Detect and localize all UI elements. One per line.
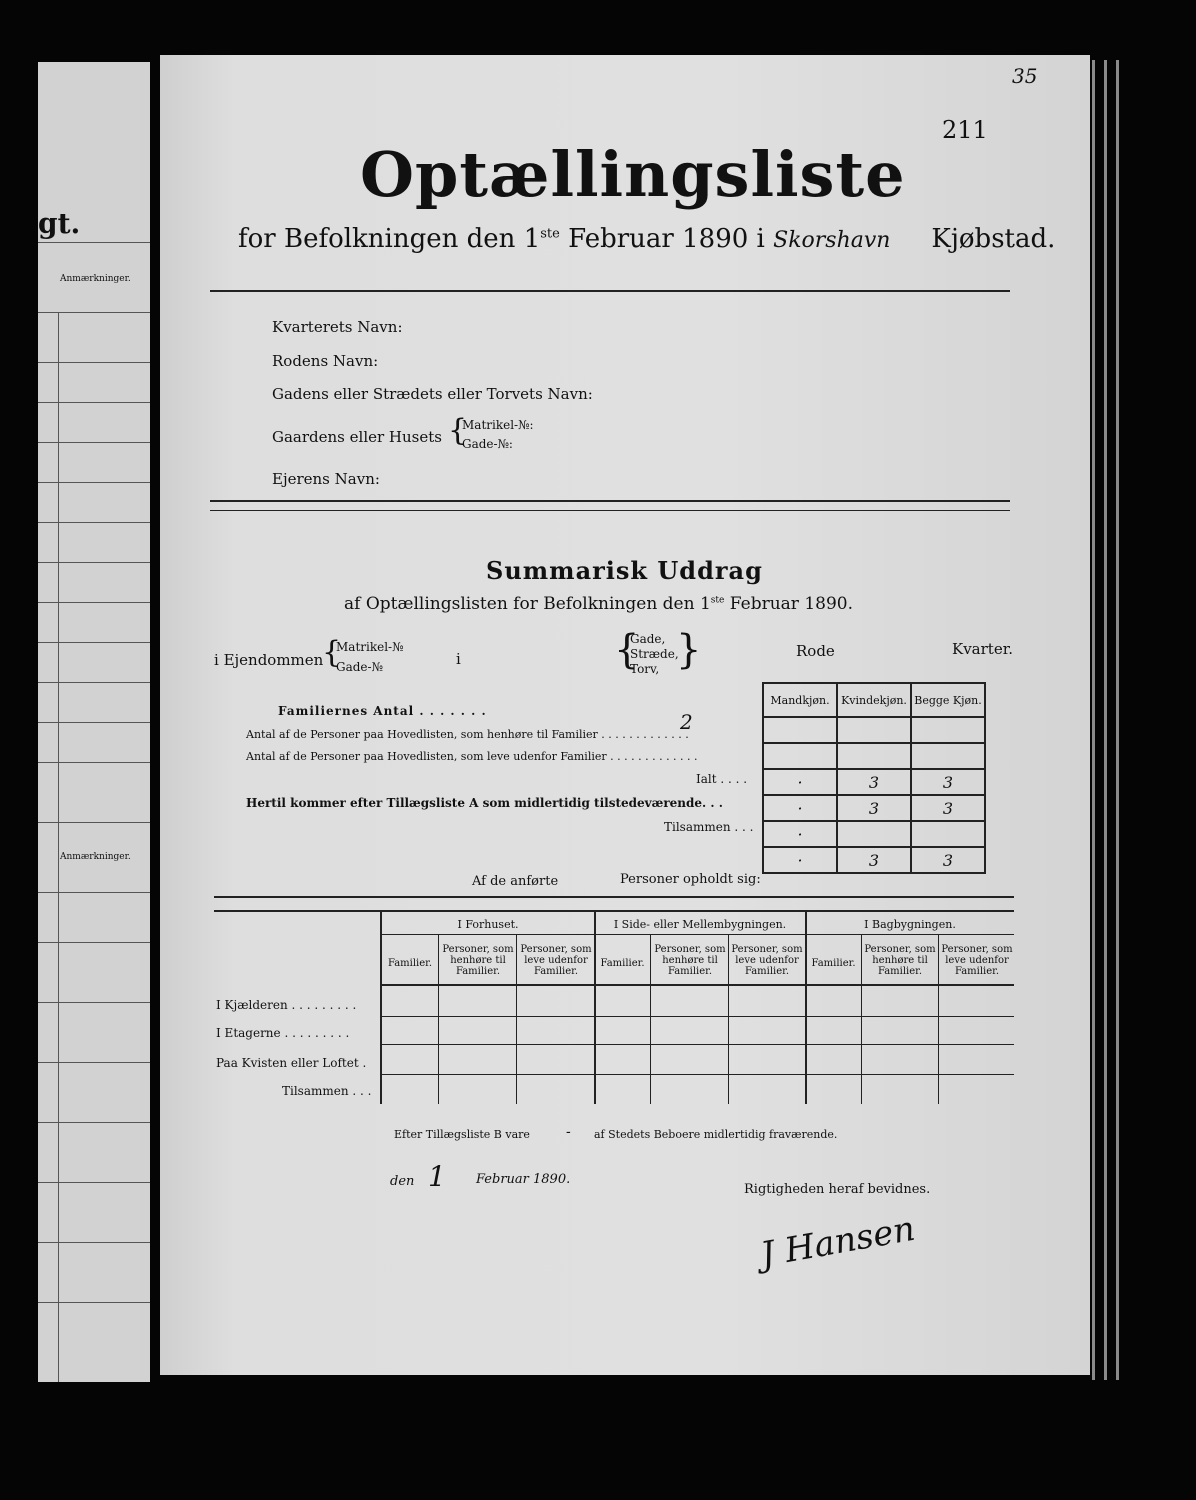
footer-date-day: 1 — [428, 1160, 446, 1193]
table-cell: · — [763, 769, 837, 795]
page-number: 211 — [942, 116, 988, 144]
field-kvarterets: Kvarterets Navn: — [272, 318, 403, 336]
subcol-header: Familier. — [600, 958, 645, 969]
subtitle-suffix: Kjøbstad. — [931, 224, 1056, 254]
rule — [382, 934, 1014, 935]
residence-row-label: Paa Kvisten eller Loftet . — [216, 1056, 367, 1070]
page-edge — [1092, 60, 1095, 1380]
page-edge — [1104, 60, 1107, 1380]
field-matrikel: Matrikel-№: — [462, 418, 534, 432]
footer-efter: Efter Tillægsliste B vare — [394, 1128, 530, 1141]
table-cell: 3 — [911, 847, 985, 873]
subcol-header: Personer, som leve udenfor Familier. — [520, 944, 592, 977]
subtitle-mid: Februar 1890 i — [568, 224, 765, 254]
footer-efter-value: - — [566, 1124, 571, 1140]
table-cell: · — [763, 847, 837, 873]
table-cell: 3 — [911, 795, 985, 821]
summary-row-label: Antal af de Personer paa Hovedlisten, som henhøre til Familier . . . . . . . . . . . . . — [246, 728, 689, 741]
col-line — [438, 934, 439, 1104]
footer-rigtighed: Rigtigheden heraf bevidnes. — [744, 1182, 931, 1197]
summary-row-label: Ialt . . . . — [696, 772, 748, 786]
page-edge — [1116, 60, 1119, 1380]
col-header: Mandkjøn. — [763, 683, 837, 717]
strip-col-label-lower: Anmærkninger. — [60, 852, 131, 862]
corner-number: 35 — [1012, 64, 1038, 88]
table-cell — [763, 743, 837, 769]
summary-gade: Gade, — [630, 632, 666, 646]
divider — [210, 500, 1010, 502]
summary-row-label: Antal af de Personer paa Hovedlisten, som leve udenfor Familier . . . . . . . . . . . . . — [246, 750, 698, 763]
brace: } — [676, 627, 702, 673]
summary-sub-prefix: af Optællingslisten for Befolkningen den 1 — [344, 594, 711, 614]
residence-row-label: Tilsammen . . . — [282, 1084, 372, 1098]
table-cell: 3 — [837, 769, 911, 795]
field-ejerens: Ejerens Navn: — [272, 470, 380, 488]
brace: { — [322, 635, 342, 670]
table-cell: · — [763, 821, 837, 847]
rule — [382, 1016, 1014, 1017]
divider — [210, 290, 1010, 292]
table-cell — [837, 743, 911, 769]
group-header: I Forhuset. — [457, 918, 519, 931]
residence-af-de: Af de anførte — [472, 874, 559, 889]
footer-date-rest: Februar 1890. — [476, 1172, 571, 1187]
divider — [210, 510, 1010, 511]
table-cell: · — [763, 795, 837, 821]
summary-straede: Stræde, — [630, 647, 679, 661]
summary-sub-sup: ste — [710, 595, 725, 606]
rule — [382, 1044, 1014, 1045]
table-top-rule — [214, 896, 1014, 898]
brace: { — [448, 413, 468, 448]
strip-partial-header: gt. — [38, 207, 81, 240]
footer-den: den — [390, 1174, 415, 1189]
summary-matrikel: Matrikel-№ — [336, 640, 404, 654]
col-line — [938, 934, 939, 1104]
table-top-rule — [214, 910, 1014, 912]
col-header: Kvindekjøn. — [837, 683, 911, 717]
residence-row-label: I Kjælderen . . . . . . . . . — [216, 998, 357, 1012]
summary-ejendom: i Ejendommen — [214, 651, 324, 669]
subcol-header: Familier. — [387, 958, 433, 969]
residence-row-label: I Etagerne . . . . . . . . . — [216, 1026, 350, 1040]
subcol-header: Personer, som henhøre til Familier. — [654, 944, 726, 977]
summary-rode: Rode — [796, 642, 835, 660]
table-cell: 3 — [911, 769, 985, 795]
subcol-header: Personer, som henhøre til Familier. — [442, 944, 514, 977]
table-cell — [837, 717, 911, 743]
table-cell — [911, 717, 985, 743]
subtitle-prefix: for Befolkningen den 1 — [238, 224, 541, 254]
rule — [382, 984, 1014, 986]
table-cell: 3 — [837, 847, 911, 873]
summary-heading: Summarisk Uddrag — [486, 556, 763, 585]
summary-subheading — [344, 594, 853, 614]
summary-row-label: Familiernes Antal . . . . . . . — [278, 704, 487, 718]
group-header: I Bagbygningen. — [864, 918, 956, 931]
col-header: Begge Kjøn. — [911, 683, 985, 717]
table-cell: 3 — [837, 795, 911, 821]
footer-efter-suffix: af Stedets Beboere midlertidig fraværende. — [594, 1128, 838, 1141]
summary-kvarter: Kvarter. — [952, 640, 1013, 658]
summary-table — [762, 682, 986, 874]
summary-torv: Torv, — [630, 662, 660, 676]
handwritten-count: 2 — [680, 710, 693, 734]
page-title: Optællingsliste — [360, 138, 906, 211]
summary-row-label: Tilsammen . . . — [664, 820, 754, 834]
col-line — [650, 934, 651, 1104]
town-handwritten: Skorshavn — [773, 228, 891, 253]
table-cell — [837, 821, 911, 847]
col-line — [516, 934, 517, 1104]
subcol-header: Personer, som henhøre til Familier. — [864, 944, 936, 977]
subtitle — [238, 224, 1055, 254]
subcol-header: Familier. — [811, 958, 856, 969]
table-cell — [911, 743, 985, 769]
summary-sub-suffix: Februar 1890. — [729, 594, 853, 614]
signature: J Hansen — [757, 1208, 919, 1276]
strip-col-label: Anmærkninger. — [60, 274, 131, 284]
rule — [382, 1074, 1014, 1075]
subcol-header: Personer, som leve udenfor Familier. — [731, 944, 803, 977]
brace: { — [614, 627, 640, 673]
table-cell — [763, 717, 837, 743]
field-gade-nr: Gade-№: — [462, 437, 513, 451]
summary-i: i — [456, 650, 461, 668]
residence-personer: Personer opholdt sig: — [620, 872, 761, 887]
group-header: I Side- eller Mellembygningen. — [613, 918, 787, 931]
previous-page-strip — [38, 62, 150, 1382]
field-rodens: Rodens Navn: — [272, 352, 379, 370]
table-cell — [911, 821, 985, 847]
field-gaardens: Gaardens eller Husets — [272, 428, 442, 446]
col-line — [728, 934, 729, 1104]
col-line — [861, 934, 862, 1104]
summary-row-label: Hertil kommer efter Tillægsliste A som midlertidig tilstedeværende. . . — [246, 796, 723, 810]
summary-gade-nr: Gade-№ — [336, 660, 383, 674]
field-gadens: Gadens eller Strædets eller Torvets Navn: — [272, 385, 593, 403]
subtitle-sup: ste — [540, 226, 560, 242]
subcol-header: Personer, som leve udenfor Familier. — [941, 944, 1013, 977]
